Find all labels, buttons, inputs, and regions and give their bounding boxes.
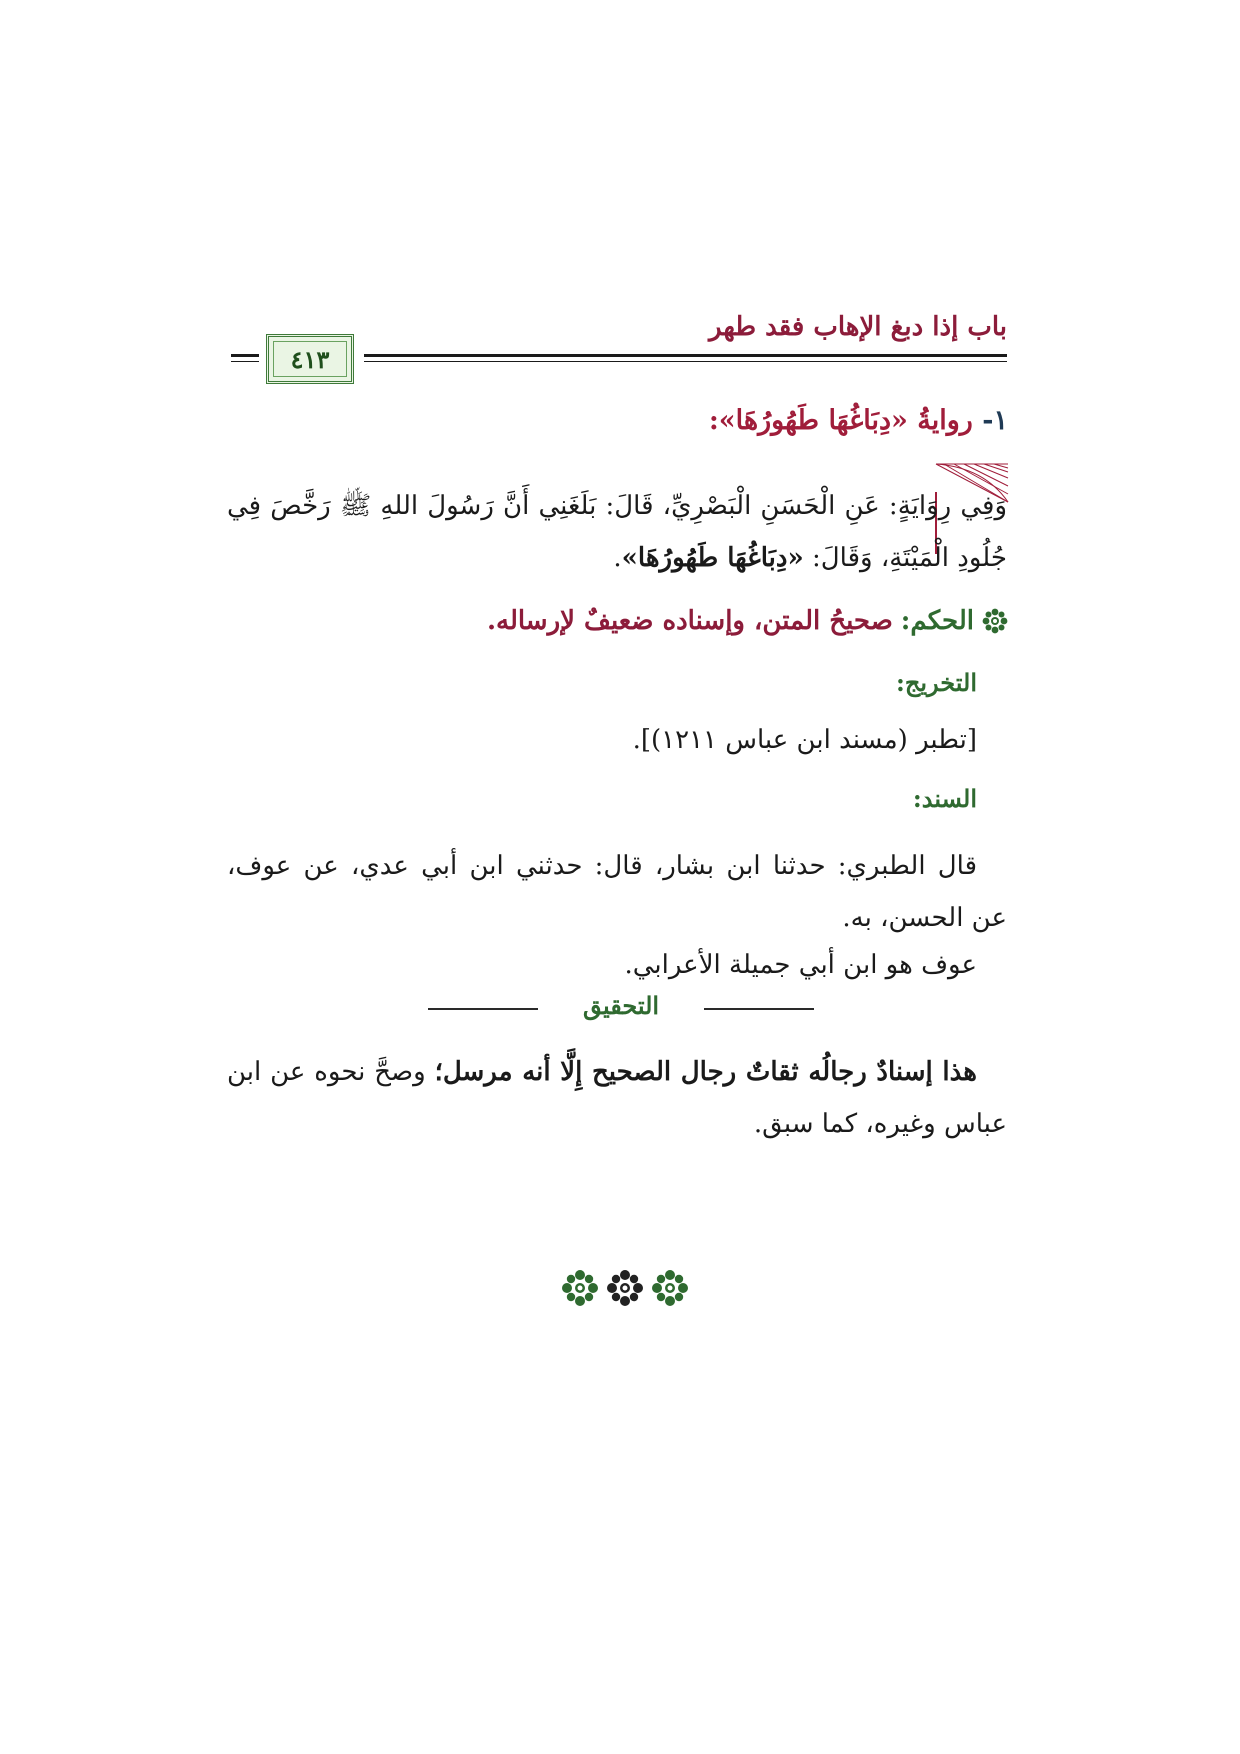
- takhrij-heading: التخريج:: [896, 668, 977, 697]
- narration-text: [227, 480, 1007, 584]
- page-number: ٤١٣: [290, 344, 330, 374]
- sanad-heading: السند:: [912, 784, 977, 813]
- flower-icon: [982, 608, 1008, 634]
- narration-part1: وَفِي رِوَايَةٍ: عَنِ الْحَسَنِ الْبَصْرِيِّ، قَالَ: بَلَغَنِي أَنَّ رَسُولَ اللهِ ﷺ رَخَّصَ فِي جُلُودِ الْمَيْتَةِ، وَقَالَ:: [227, 491, 1007, 573]
- header-rule-right-thin: [364, 361, 1007, 362]
- ruling-text: صحيحُ المتن، وإسناده ضعيفٌ لإرساله.: [486, 606, 893, 636]
- sanad-text: قال الطبري: حدثنا ابن بشار، قال: حدثني ابن أبي عدي، عن عوف، عن الحسن، به.: [227, 851, 1007, 933]
- narration-end: .: [613, 543, 622, 573]
- tahqiq-label: التحقيق: [582, 991, 660, 1020]
- section-heading-prefix: روايةُ: [917, 405, 973, 436]
- header-rule-right: [364, 354, 1007, 357]
- takhrij-text: [تطبر (مسند ابن عباس ١٢١١)].: [632, 725, 977, 755]
- tahqiq-bold: هذا إسنادٌ رجالُه ثقاتٌ رجال الصحيح إِلَّا أنه مرسل؛: [434, 1057, 978, 1087]
- running-title: باب إذا دبغ الإهاب فقد طهر: [709, 312, 1007, 342]
- section-heading-quote: «دِبَاغُهَا طَهُورُهَا»:: [708, 405, 908, 436]
- ruling-label: الحكم:: [900, 606, 974, 636]
- tail-ornament-icon: [560, 1266, 690, 1310]
- header-rule-left-thin: [231, 361, 259, 362]
- tahqiq-text: [227, 1046, 1007, 1150]
- ruling-line: [487, 606, 1008, 636]
- narration-quote: «دِبَاغُهَا طَهُورُهَا»: [621, 543, 804, 573]
- header-rule-left: [231, 354, 259, 357]
- tahqiq-divider: [428, 991, 814, 1027]
- page-number-badge: [266, 334, 354, 384]
- note-text: عوف هو ابن أبي جميلة الأعرابي.: [624, 950, 977, 980]
- tahqiq-plain: وصحَّ نحوه عن ابن عباس وغيره، كما سبق.: [227, 1057, 1007, 1139]
- section-heading: [709, 405, 1008, 436]
- section-number: ١-: [982, 405, 1008, 436]
